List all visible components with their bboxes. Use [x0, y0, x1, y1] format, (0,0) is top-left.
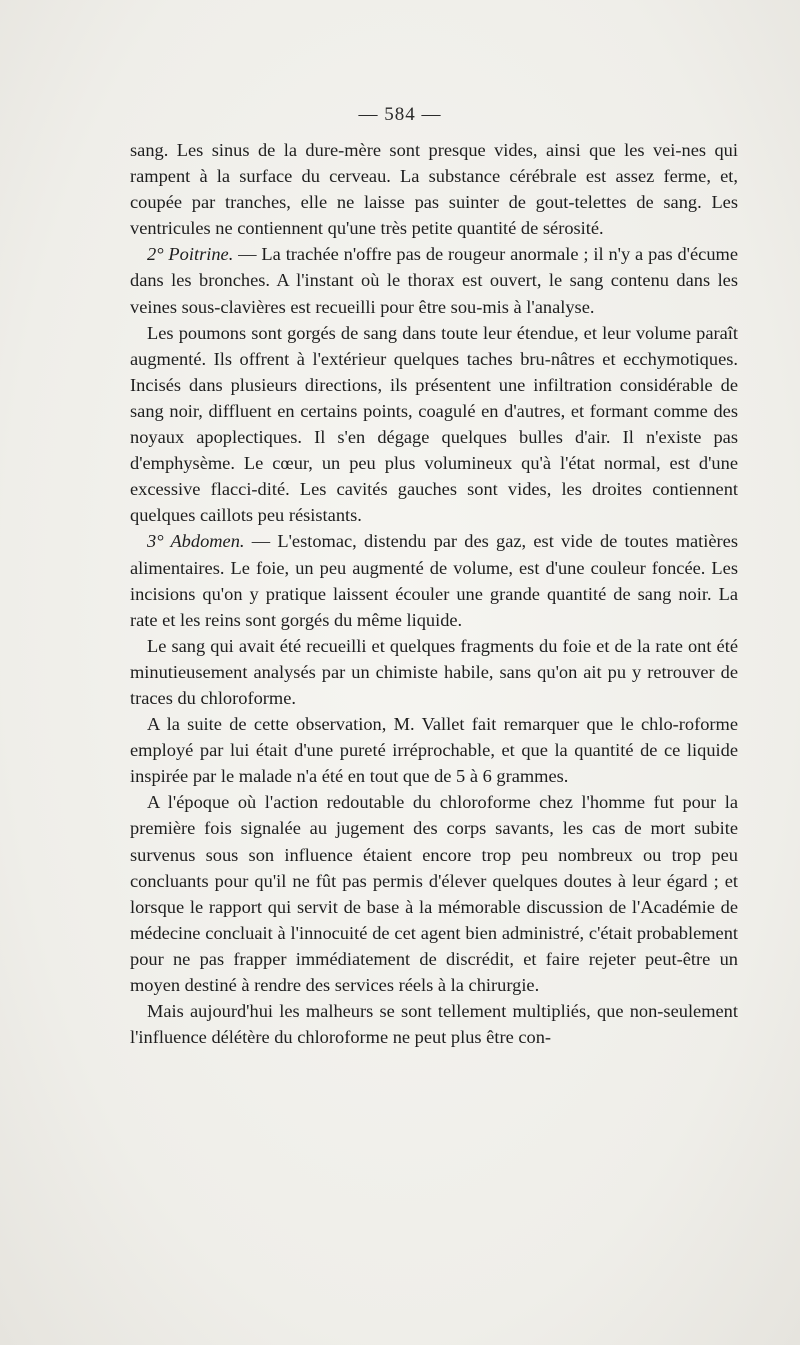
paragraph-2-text: — La trachée n'offre pas de rougeur anormale ; il n'y a pas d'écume dans les bronches. A l'instant où le thorax est ouvert, le sang contenu dans les veines sous-clavières est recueilli pour être sou-mis à l'analyse. — [130, 244, 738, 317]
paragraph-6: A la suite de cette observation, M. Vallet fait remarquer que le chlo-roforme employé par lui était d'une pureté irréprochable, et que la quantité de ce liquide inspirée par le malade n'a été en tout que de 5 à 6 grammes. — [130, 714, 738, 787]
paragraph-2 — [130, 241, 738, 319]
paragraph-1: sang. Les sinus de la dure-mère sont presque vides, ainsi que les vei-nes qui rampent à la surface du cerveau. La substance cérébrale est assez ferme, et, coupée par tranches, elle ne laisse pas suinter de gout-telettes de sang. Les ventricules ne contiennent qu'une très petite quantité de sérosité. — [130, 140, 738, 239]
paragraph-4 — [130, 528, 738, 632]
paragraph-4-text: — L'estomac, distendu par des gaz, est vide de toutes matières alimentaires. Le foie, un peu augmenté de volume, est d'une couleur foncée. Les incisions qu'on y pratique laissent écouler une grande quantité de sang noir. La rate et les reins sont gorgés du même liquide. — [130, 531, 738, 630]
section-heading-abdomen: 3° Abdomen. — [147, 531, 245, 552]
paragraph-5: Le sang qui avait été recueilli et quelques fragments du foie et de la rate ont été minutieusement analysés par un chimiste habile, sans qu'on ait pu y retrouver de traces du chloroforme. — [130, 635, 738, 708]
paragraph-8: Mais aujourd'hui les malheurs se sont tellement multipliés, que non-seulement l'influence délétère du chloroforme ne peut plus être con- — [130, 1001, 738, 1048]
paragraph-3: Les poumons sont gorgés de sang dans toute leur étendue, et leur volume paraît augmenté. Ils offrent à l'extérieur quelques taches bru-nâtres et ecchymotiques. Incisés dans plusieurs directions, ils présentent une infiltration considérable de sang noir, diffluent en certains points, coagulé en d'autres, et formant comme des noyaux apoplectiques. Il s'en dégage quelques bulles d'air. Il n'existe pas d'emphysème. Le cœur, un peu plus volumineux qu'à l'état normal, est d'une excessive flacci-dité. Les cavités gauches sont vides, les droites contiennent quelques caillots peu résistants. — [130, 322, 738, 526]
body-text — [130, 137, 738, 1050]
section-heading-poitrine: 2° Poitrine. — [147, 244, 234, 265]
page-number: — 584 — — [358, 104, 442, 125]
paragraph-7: A l'époque où l'action redoutable du chloroforme chez l'homme fut pour la première fois signalée au jugement des corps savants, les cas de mort subite survenus sous son influence étaient encore trop peu nombreux ou trop peu concluants pour qu'il ne fût pas permis d'élever quelques doutes à leur égard ; et lorsque le rapport qui servit de base à la mémorable discussion de l'Académie de médecine concluait à l'innocuité de cet agent bien administré, c'était probablement pour ne pas frapper immédiatement de discrédit, et faire rejeter peut-être un moyen destiné à rendre des services réels à la chirurgie. — [130, 792, 738, 995]
